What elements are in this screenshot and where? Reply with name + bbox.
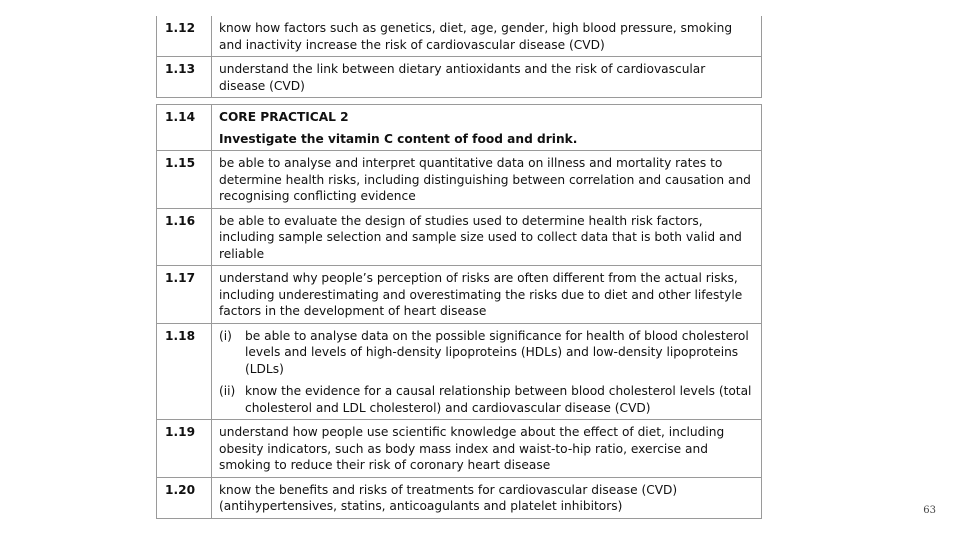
spec-row-1-15: [157, 151, 762, 209]
core-practical-title: Investigate the vitamin C content of food and drink.: [219, 131, 578, 146]
spec-row-1-19: [157, 420, 762, 478]
spec-table-bottom: [156, 104, 762, 519]
spec-text: know how factors such as genetics, diet, age, gender, high blood pressure, smoking and inactivity increase the risk of cardiovascular disease (CVD): [212, 16, 762, 57]
spec-row-1-12: [157, 16, 762, 57]
core-practical-cell: [212, 105, 762, 151]
spec-row-1-13: [157, 57, 762, 98]
spec-text: be able to evaluate the design of studies used to determine health risk factors, including sample selection and sample size used to collect data that is both valid and reliable: [212, 208, 762, 266]
spec-text: understand how people use scientific knowledge about the effect of diet, including obesity indicators, such as body mass index and waist-to-hip ratio, exercise and smoking to reduce their risk of coronary heart disease: [212, 420, 762, 478]
spec-row-1-16: [157, 208, 762, 266]
spec-row-1-17: [157, 266, 762, 324]
subitem-text: know the evidence for a causal relationship between blood cholesterol levels (total cholesterol and LDL cholesterol) and cardiovascular disease (CVD): [245, 384, 752, 415]
page-number: 63: [923, 505, 936, 516]
spec-text: know the benefits and risks of treatments for cardiovascular disease (CVD) (antihypertensives, statins, anticoagulants and platelet inhibitors): [212, 477, 762, 518]
core-practical-heading: CORE PRACTICAL 2: [219, 110, 349, 124]
spec-row-1-18: [157, 323, 762, 420]
spec-number: 1.13: [157, 57, 212, 98]
spec-text: understand the link between dietary antioxidants and the risk of cardiovascular disease (CVD): [212, 57, 762, 98]
spec-number: 1.15: [157, 151, 212, 209]
spec-number: 1.17: [157, 266, 212, 324]
spec-row-1-14: [157, 105, 762, 151]
spec-number: 1.14: [157, 105, 212, 151]
spec-text: be able to analyse and interpret quantitative data on illness and mortality rates to determine health risks, including distinguishing between correlation and causation and recognising conflicting evidence: [212, 151, 762, 209]
spec-subitem: [219, 383, 755, 416]
spec-number: 1.20: [157, 477, 212, 518]
spec-table-top: [156, 16, 762, 98]
spec-number: 1.12: [157, 16, 212, 57]
spec-subitems-cell: [212, 323, 762, 420]
subitem-marker: (i): [219, 328, 232, 343]
subitem-text: be able to analyse data on the possible significance for health of blood cholesterol levels and levels of high-density lipoproteins (HDLs) and low-density lipoproteins (LDLs): [245, 328, 749, 376]
spec-row-1-20: [157, 477, 762, 518]
subitem-marker: (ii): [219, 384, 236, 398]
spec-number: 1.16: [157, 208, 212, 266]
spec-number: 1.18: [157, 323, 212, 420]
spec-subitem: [219, 328, 755, 378]
spec-text: understand why people’s perception of risks are often different from the actual risks, including underestimating and overestimating the risks due to diet and other lifestyle factors in the development of heart disease: [212, 266, 762, 324]
spec-number: 1.19: [157, 420, 212, 478]
